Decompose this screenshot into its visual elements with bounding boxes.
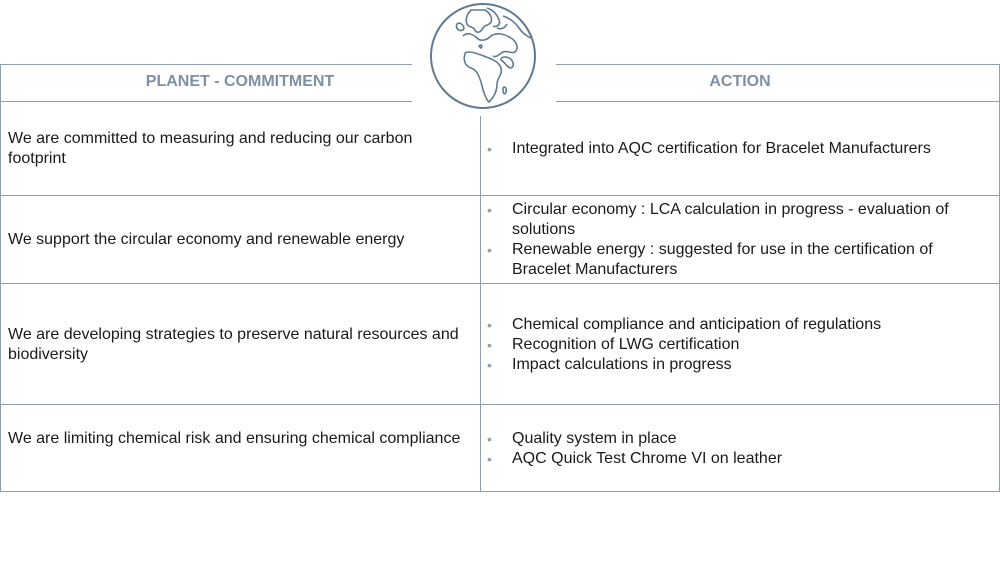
bullet-icon: • [487, 202, 492, 218]
bullet-icon: • [487, 242, 492, 258]
row-separator [0, 195, 1000, 196]
table-left-border [0, 64, 1, 492]
list-item [487, 429, 987, 449]
table-bottom-line [0, 491, 1000, 492]
column-header-commitment: PLANET - COMMITMENT [145, 73, 335, 90]
commitment-cell: We are limiting chemical risk and ensuring chemical compliance [8, 430, 461, 447]
action-item-text: Impact calculations in progress [512, 356, 732, 373]
bullet-icon: • [487, 451, 492, 467]
action-item-text: Recognition of LWG certification [512, 336, 740, 353]
commitment-cell: We are committed to measuring and reducing our carbon footprint [8, 130, 413, 167]
commitment-cell: We are developing strategies to preserve natural resources and biodiversity [8, 326, 459, 363]
action-item-text: Integrated into AQC certification for Bracelet Manufacturers [512, 140, 931, 157]
bullet-icon: • [487, 357, 492, 373]
action-list [487, 315, 987, 375]
action-item-text: Renewable energy : suggested for use in the certification of Bracelet Manufacturers [512, 241, 933, 278]
list-item [487, 240, 987, 280]
list-item [487, 449, 987, 469]
action-list [487, 429, 987, 469]
bullet-icon: • [487, 317, 492, 333]
list-item [487, 139, 987, 159]
commitment-cell: We support the circular economy and renewable energy [8, 231, 405, 248]
action-list [487, 200, 987, 280]
list-item [487, 315, 987, 335]
list-item [487, 200, 987, 240]
bullet-icon: • [487, 337, 492, 353]
column-header-action: ACTION [709, 73, 771, 90]
action-item-text: Chemical compliance and anticipation of regulations [512, 316, 882, 333]
action-item-text: Quality system in place [512, 430, 677, 447]
list-item [487, 355, 987, 375]
row-separator [0, 283, 1000, 284]
list-item [487, 335, 987, 355]
action-item-text: AQC Quick Test Chrome VI on leather [512, 450, 783, 467]
column-divider [480, 116, 481, 492]
bullet-icon: • [487, 141, 492, 157]
row-separator [0, 404, 1000, 405]
action-item-text: Circular economy : LCA calculation in progress - evaluation of solutions [512, 201, 949, 238]
bullet-icon: • [487, 431, 492, 447]
globe-icon [427, 2, 539, 112]
action-list [487, 139, 987, 159]
